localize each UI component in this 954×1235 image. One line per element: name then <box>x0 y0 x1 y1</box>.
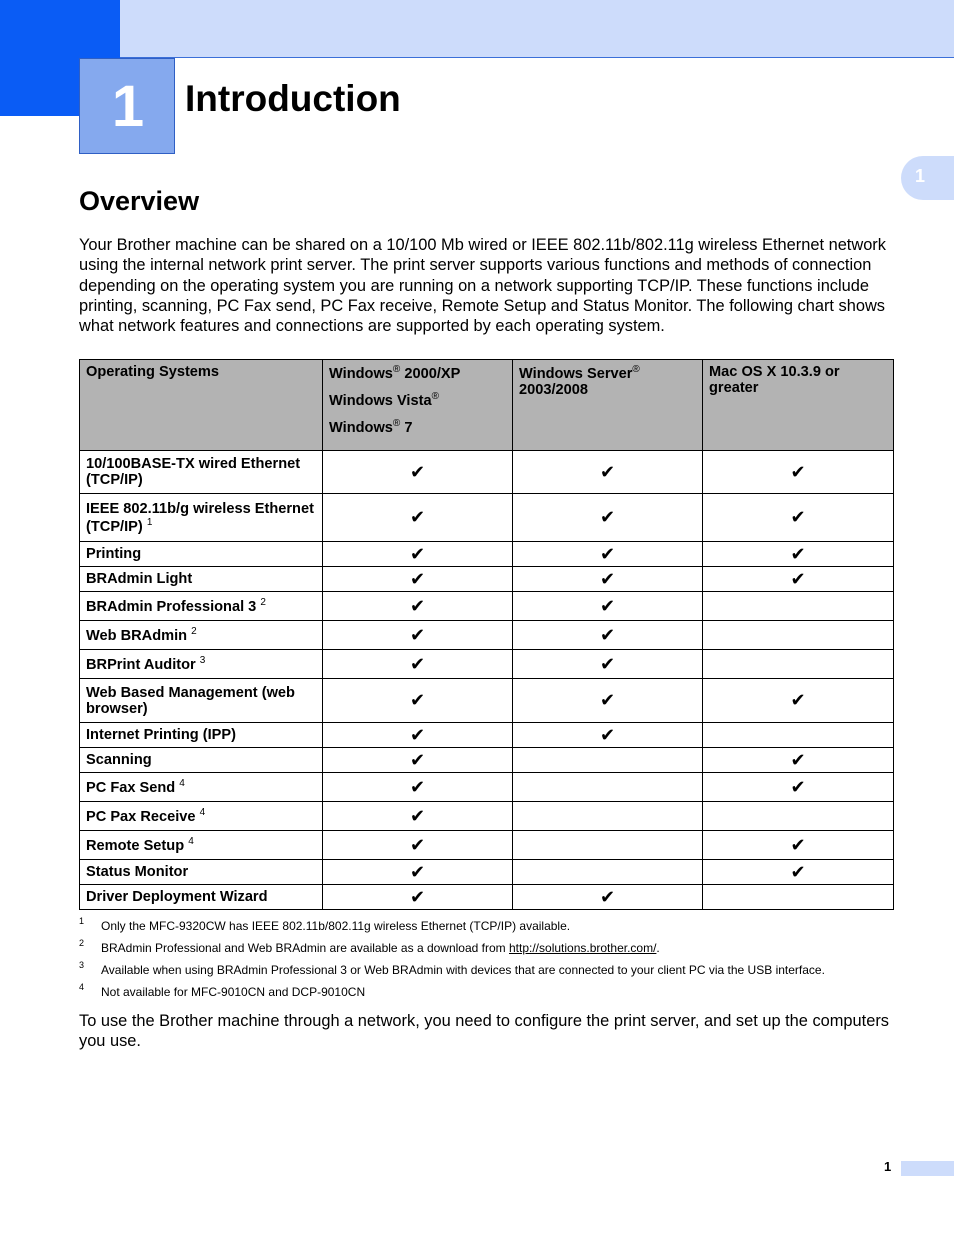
support-cell-win <box>323 567 513 592</box>
table-header-row <box>80 360 894 451</box>
support-cell-win <box>323 621 513 650</box>
support-cell-server <box>513 748 703 773</box>
footnote-ref: 2 <box>260 597 266 609</box>
check-mark-icon: ✔ <box>790 543 806 564</box>
support-cell-win <box>323 494 513 542</box>
header-windows-server-line1: Windows Server® <box>519 364 640 382</box>
header-operating-systems-label: Operating Systems <box>86 364 220 380</box>
check-mark-icon: ✔ <box>409 805 426 826</box>
support-cell-win <box>323 592 513 621</box>
feature-cell: BRPrint Auditor $^3$ <box>80 650 323 679</box>
check-mark-icon: ✔ <box>599 568 616 589</box>
table-row <box>80 773 894 802</box>
support-cell-win <box>323 773 513 802</box>
feature-cell: BRAdmin Light <box>80 567 323 592</box>
support-cell-mac <box>703 802 894 831</box>
support-cell-server <box>513 592 703 621</box>
header-band <box>120 0 954 58</box>
support-cell-mac <box>703 592 894 621</box>
footnote-4: 4 Not available for MFC-9010CN and DCP-9010CN <box>79 982 366 999</box>
check-mark-icon: ✔ <box>409 690 426 710</box>
support-cell-win <box>323 831 513 860</box>
check-mark-icon: ✔ <box>409 568 426 589</box>
chapter-side-tab-label: 1 <box>915 166 926 186</box>
header-windows-server-line2: 2003/2008 <box>519 381 588 398</box>
feature-cell: Web BRAdmin $^2$ <box>80 621 323 650</box>
check-mark-icon: ✔ <box>790 834 806 855</box>
table-row <box>80 831 894 860</box>
support-cell-mac <box>703 773 894 802</box>
chapter-title: Introduction <box>185 78 401 119</box>
table-row <box>80 592 894 621</box>
table-row <box>80 679 894 723</box>
feature-cell: Printing <box>80 542 323 567</box>
feature-support-table <box>79 359 894 910</box>
table-row <box>80 494 894 542</box>
header-windows-line1: Windows® 2000/XP <box>329 364 461 382</box>
feature-cell: Web Based Management (web browser) <box>80 679 323 723</box>
support-cell-server <box>513 723 703 748</box>
header-windows-line2: Windows Vista® <box>329 390 439 409</box>
footnote-ref: 4 <box>179 778 185 790</box>
support-cell-server <box>513 567 703 592</box>
feature-cell: Internet Printing (IPP) <box>80 723 323 748</box>
check-mark-icon: ✔ <box>599 624 616 645</box>
footnote-ref: 4 <box>188 836 194 848</box>
check-mark-icon: ✔ <box>409 653 426 674</box>
check-mark-icon: ✔ <box>409 461 426 482</box>
support-cell-mac <box>703 748 894 773</box>
support-cell-server <box>513 451 703 494</box>
table-row <box>80 542 894 567</box>
table-row <box>80 621 894 650</box>
support-cell-win <box>323 860 513 885</box>
support-cell-server <box>513 831 703 860</box>
check-mark-icon: ✔ <box>790 507 806 527</box>
page-number: 1 <box>884 1159 892 1174</box>
support-cell-win <box>323 748 513 773</box>
support-cell-server <box>513 885 703 910</box>
check-mark-icon: ✔ <box>790 861 806 882</box>
footnote-ref: 2 <box>191 626 197 638</box>
check-mark-icon: ✔ <box>409 507 426 527</box>
support-cell-server <box>513 650 703 679</box>
check-mark-icon: ✔ <box>409 543 426 564</box>
closing-paragraph: To use the Brother machine through a network, you need to configure the print server, and set up the computers you use. <box>79 1012 889 1051</box>
table-row <box>80 723 894 748</box>
support-cell-mac <box>703 567 894 592</box>
feature-cell: Status Monitor <box>80 860 323 885</box>
check-mark-icon: ✔ <box>599 595 616 616</box>
support-cell-server <box>513 802 703 831</box>
header-windows <box>323 360 513 451</box>
check-mark-icon: ✔ <box>599 886 616 907</box>
table-row <box>80 748 894 773</box>
check-mark-icon: ✔ <box>790 568 806 589</box>
check-mark-icon: ✔ <box>409 749 426 770</box>
support-cell-mac <box>703 723 894 748</box>
feature-cell: Remote Setup $^4$ <box>80 831 323 860</box>
footnote-1: 1 Only the MFC-9320CW has IEEE 802.11b/802.11g wireless Ethernet (TCP/IP) available. <box>79 916 571 933</box>
check-mark-icon: ✔ <box>409 776 426 797</box>
check-mark-icon: ✔ <box>409 624 426 645</box>
header-mac-os-label: Mac OS X 10.3.9 or greater <box>709 364 840 396</box>
footnotes <box>79 916 899 1007</box>
support-cell-mac <box>703 542 894 567</box>
support-cell-server <box>513 773 703 802</box>
header-mac-os <box>703 360 894 451</box>
support-cell-win <box>323 451 513 494</box>
check-mark-icon: ✔ <box>599 461 616 482</box>
check-mark-icon: ✔ <box>790 776 806 797</box>
chapter-number: 1 <box>111 74 145 139</box>
footnote-ref: 4 <box>199 807 206 819</box>
header-windows-line3: Windows® 7 <box>329 417 413 436</box>
support-cell-server <box>513 860 703 885</box>
intro-paragraph: Your Brother machine can be shared on a 10/100 Mb wired or IEEE 802.11b/802.11g wireless Ethernet network using the internal network print server. The print server supports various functions and methods of connection depending on the operating system you are running on a network supporting TCP/IP. These functions include printing, scanning, PC Fax send, PC Fax receive, Remote Setup and Status Monitor. The following chart shows what network features and connections are supported by each operating system. <box>79 236 886 336</box>
page-number-tab <box>901 1161 954 1176</box>
support-cell-server <box>513 542 703 567</box>
feature-cell: Driver Deployment Wizard <box>80 885 323 910</box>
table-row <box>80 802 894 831</box>
check-mark-icon: ✔ <box>409 834 426 855</box>
feature-cell: Scanning <box>80 748 323 773</box>
support-cell-server <box>513 679 703 723</box>
support-cell-mac <box>703 494 894 542</box>
check-mark-icon: ✔ <box>409 861 426 882</box>
check-mark-icon: ✔ <box>409 724 426 745</box>
support-cell-win <box>323 679 513 723</box>
support-cell-mac <box>703 679 894 723</box>
table-row <box>80 860 894 885</box>
feature-cell: PC Fax Send $^4$ <box>80 773 323 802</box>
footnote-2: 2 BRAdmin Professional and Web BRAdmin are available as a download from http://solutions.brother.com/. <box>79 938 660 955</box>
support-cell-mac <box>703 860 894 885</box>
table-row <box>80 451 894 494</box>
chapter-side-tab <box>901 156 954 200</box>
support-cell-mac <box>703 650 894 679</box>
support-cell-server <box>513 494 703 542</box>
footnote-ref: 1 <box>146 516 153 528</box>
support-cell-win <box>323 542 513 567</box>
solutions-link[interactable]: http://solutions.brother.com/ <box>509 941 657 955</box>
support-cell-win <box>323 802 513 831</box>
check-mark-icon: ✔ <box>790 749 806 770</box>
check-mark-icon: ✔ <box>599 543 616 564</box>
check-mark-icon: ✔ <box>599 507 616 527</box>
check-mark-icon: ✔ <box>599 690 616 710</box>
section-title: Overview <box>79 186 200 216</box>
check-mark-icon: ✔ <box>790 461 806 482</box>
check-mark-icon: ✔ <box>409 886 426 907</box>
header-operating-systems <box>80 360 323 451</box>
check-mark-icon: ✔ <box>790 690 806 710</box>
support-cell-mac <box>703 885 894 910</box>
support-cell-mac <box>703 621 894 650</box>
support-cell-win <box>323 885 513 910</box>
table-row <box>80 650 894 679</box>
footnote-ref: 3 <box>199 655 206 667</box>
feature-cell: 10/100BASE-TX wired Ethernet (TCP/IP) <box>80 451 323 494</box>
table-row <box>80 567 894 592</box>
support-cell-mac <box>703 831 894 860</box>
check-mark-icon: ✔ <box>599 724 616 745</box>
chapter-number-box <box>79 58 175 154</box>
footnote-3: 3 Available when using BRAdmin Professional 3 or Web BRAdmin with devices that are connected to your client PC via the USB interface. <box>79 960 825 977</box>
support-cell-mac <box>703 451 894 494</box>
feature-cell: BRAdmin Professional 3 $^2$ <box>80 592 323 621</box>
feature-cell: PC Pax Receive $^4$ <box>80 802 323 831</box>
support-cell-server <box>513 621 703 650</box>
feature-cell: IEEE 802.11b/g wireless Ethernet (TCP/IP) $^1$ <box>80 494 323 542</box>
header-windows-server <box>513 360 703 451</box>
check-mark-icon: ✔ <box>409 595 426 616</box>
table-row <box>80 885 894 910</box>
check-mark-icon: ✔ <box>599 653 616 674</box>
support-cell-win <box>323 650 513 679</box>
support-cell-win <box>323 723 513 748</box>
